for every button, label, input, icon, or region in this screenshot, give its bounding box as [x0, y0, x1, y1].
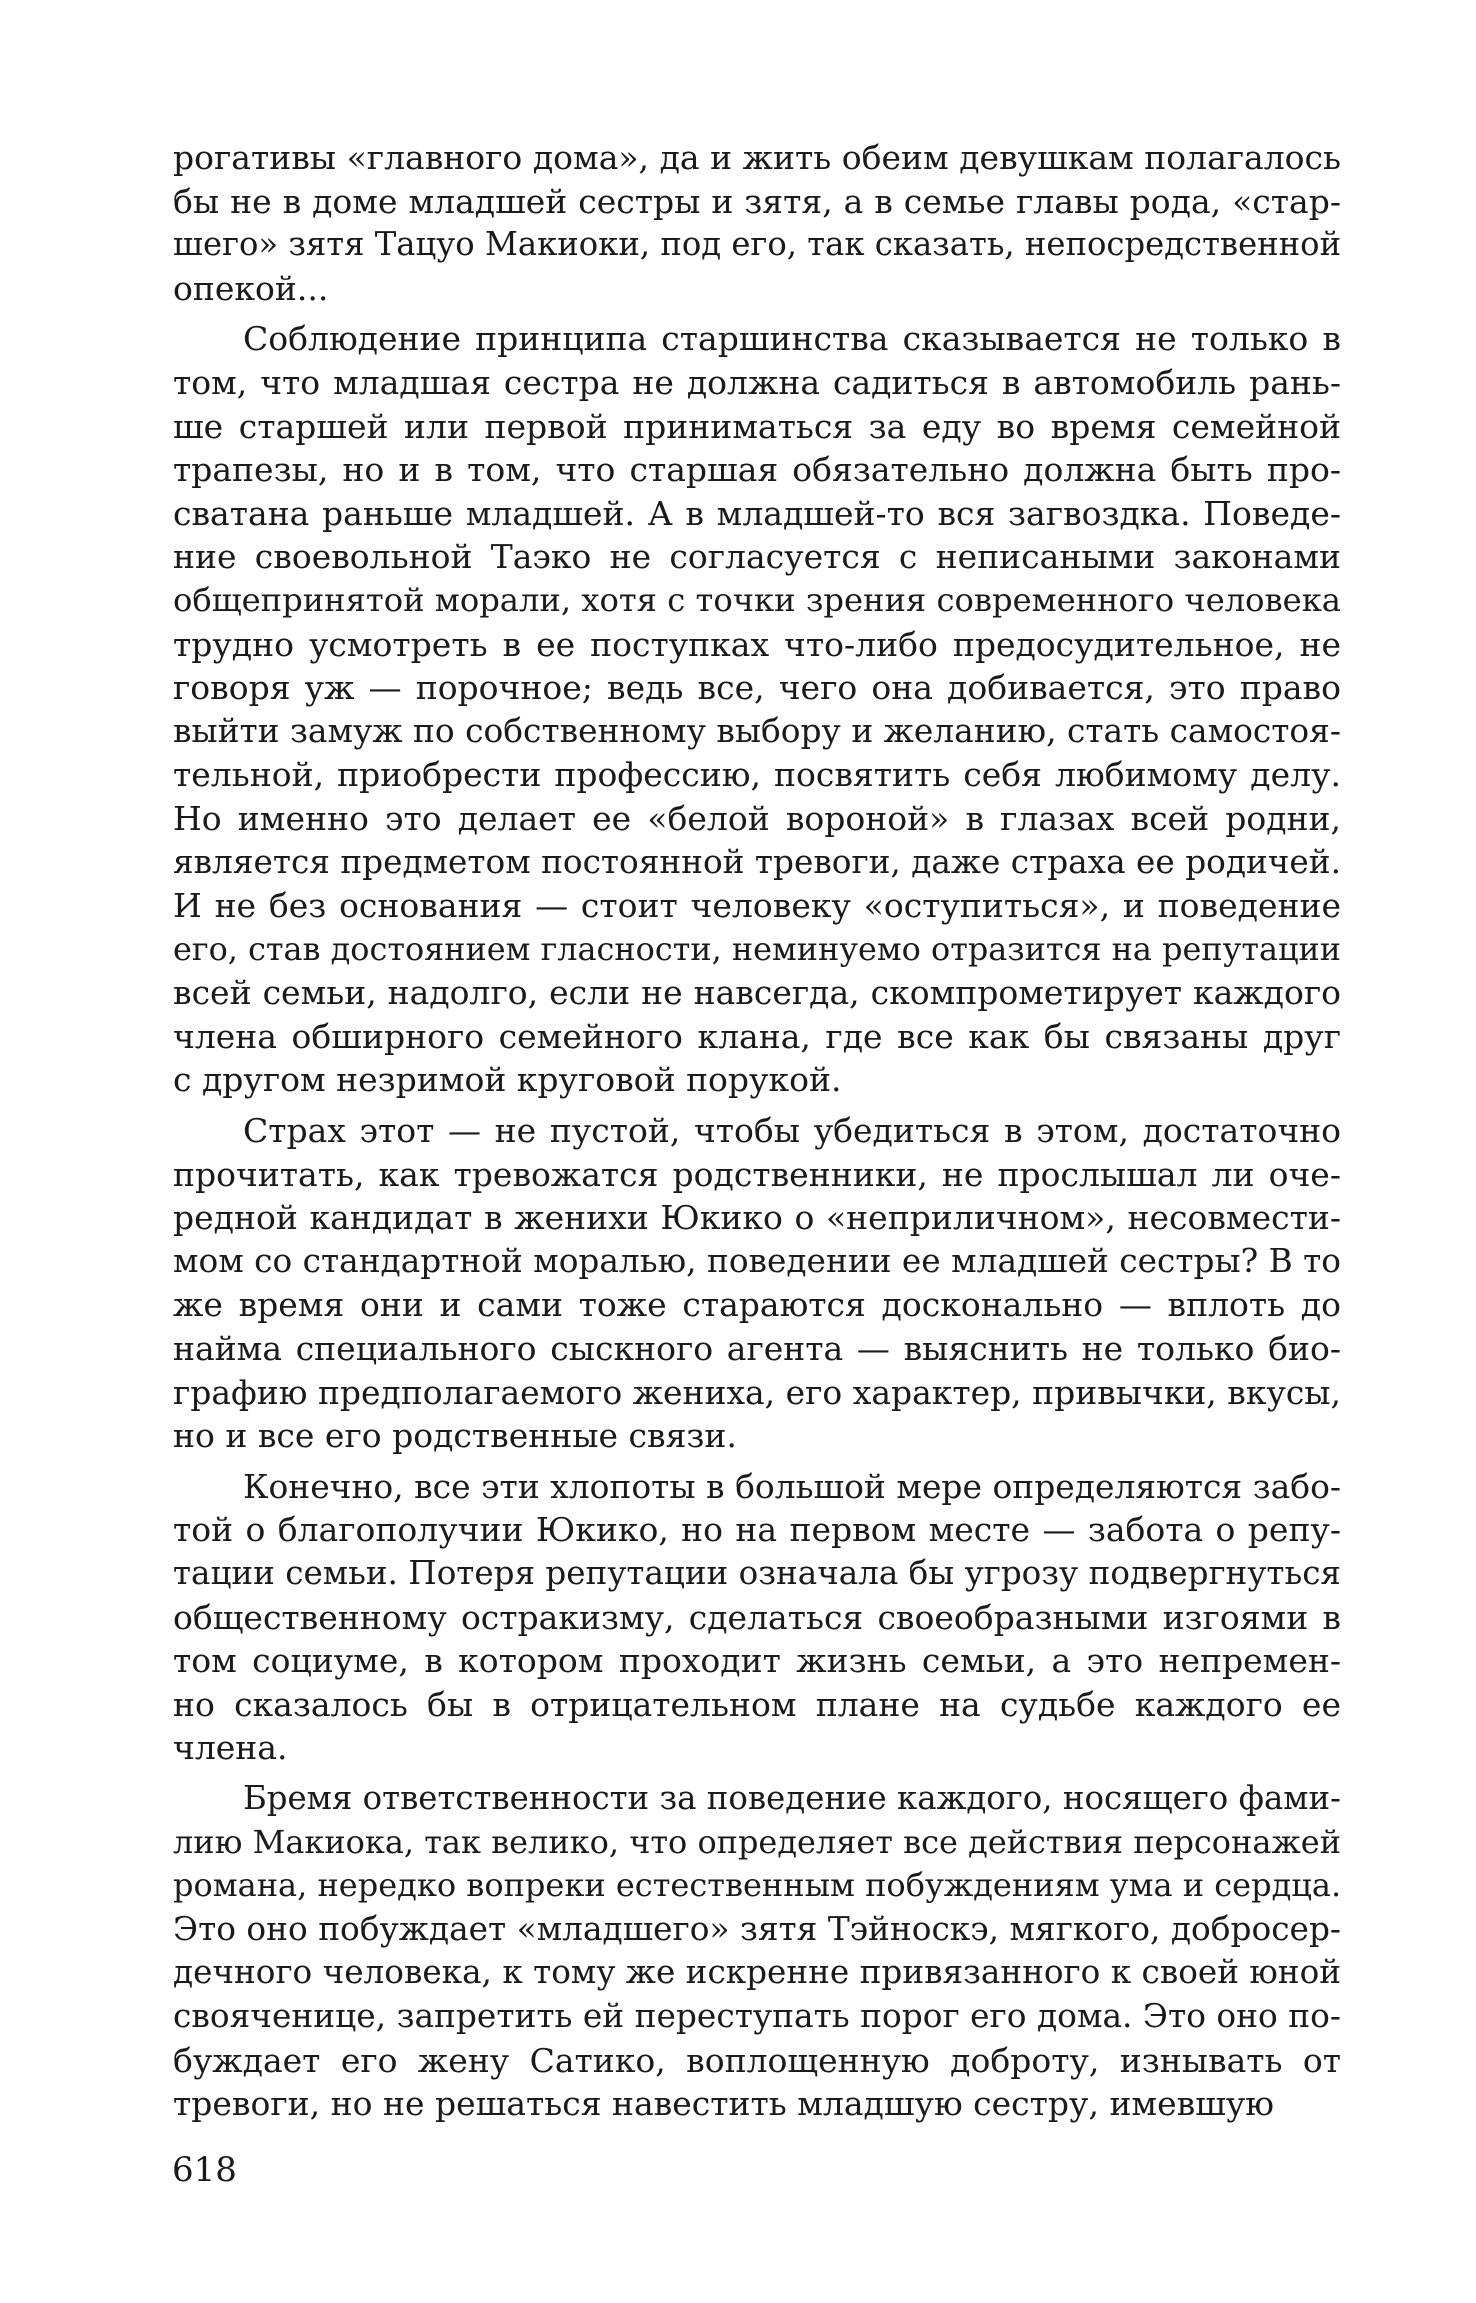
text-line: прочитать, как тревожатся родственники, не прослышал ли оче- — [173, 1154, 1341, 1194]
text-line: говоря уж — порочное; ведь все, чего она добивается, это право — [173, 668, 1341, 708]
text-line: Страх этот — не пустой, чтобы убедиться в этом, достаточно — [243, 1111, 1341, 1151]
paragraph — [173, 1777, 1341, 2126]
text-line: всей семьи, надолго, если не навсегда, скомпрометирует каждого — [173, 973, 1341, 1013]
text-line: графию предполагаемого жениха, его характер, привычки, вкусы, — [173, 1372, 1341, 1412]
text-line: ние своевольной Таэко не согласуется с неписаными законами — [173, 537, 1341, 577]
text-line: И не без основания — стоит человеку «оступиться», и поведение — [173, 886, 1341, 926]
text-line: общественному остракизму, сделаться своеобразными изгоями в — [173, 1597, 1341, 1637]
text-line: члена обширного семейного клана, где все как бы связаны друг — [173, 1016, 1341, 1056]
body-text — [173, 136, 1341, 2126]
text-line: шего» зятя Тацуо Макиоки, под его, так сказать, непосредственной — [173, 225, 1342, 264]
text-line: редной кандидат в женихи Юкико о «неприличном», несовмести- — [173, 1198, 1341, 1238]
text-line: том, что младшая сестра не должна садиться в автомобиль рань- — [173, 362, 1341, 402]
text-line: сватана раньше младшей. А в младшей-то вся загвоздка. Поведе- — [173, 493, 1341, 533]
text-line: тации семьи. Потеря репутации означала бы угрозу подвергнуться — [173, 1554, 1341, 1592]
text-line: найма специального сыскного агента — выяснить не только био- — [173, 1329, 1341, 1369]
text-line: с другом незримой круговой порукой. — [173, 1060, 842, 1100]
text-line: общепринятой морали, хотя с точки зрения современного человека — [173, 580, 1341, 619]
text-line: Но именно это делает ее «белой вороной» в глазах всей родни, — [173, 798, 1341, 838]
text-line: мом со стандартной моралью, поведении ее младшей сестры? В то — [173, 1241, 1341, 1280]
text-line: лию Макиока, так велико, что определяет все действия персонажей — [173, 1822, 1341, 1861]
text-line: тревоги, но не решаться навестить младшую сестру, имевшую — [173, 2084, 1275, 2124]
paragraph — [173, 136, 1341, 310]
text-line: свояченице, запретить ей переступать порог его дома. Это оно по- — [173, 1996, 1341, 2035]
text-line: но и все его родственные связи. — [173, 1416, 737, 1456]
text-line: опекой... — [173, 268, 329, 308]
page-number: 618 — [172, 2150, 237, 2190]
text-line: трудно усмотреть в ее поступках что-либо предосудительное, не — [173, 624, 1341, 664]
text-line: ше старшей или первой приниматься за еду во время семейной — [173, 406, 1341, 446]
text-line: Бремя ответственности за поведение каждого, носящего фами- — [243, 1778, 1341, 1817]
paragraph — [173, 1109, 1341, 1458]
text-line: но сказалось бы в отрицательном плане на судьбе каждого ее — [173, 1684, 1341, 1724]
text-line: дечного человека, к тому же искренне привязанного к своей юной — [173, 1953, 1341, 1992]
text-line: том социуме, в котором проходит жизнь семьи, а это непремен- — [173, 1641, 1341, 1681]
text-line: буждает его жену Сатико, воплощенную доброту, изнывать от — [173, 2040, 1341, 2080]
paragraph — [173, 317, 1341, 1102]
text-line: той о благополучии Юкико, но на первом месте — забота о репу- — [173, 1510, 1341, 1550]
text-line: выйти замуж по собственному выбору и желанию, стать самостоя- — [173, 711, 1341, 750]
text-line: тельной, приобрести профессию, посвятить себя любимому делу. — [173, 755, 1341, 795]
text-line: трапезы, но и в том, что старшая обязательно должна быть про- — [173, 450, 1341, 490]
text-line: Соблюдение принципа старшинства сказывается не только в — [243, 319, 1341, 359]
text-line: же время они и сами тоже стараются досконально — вплоть до — [173, 1285, 1341, 1325]
text-line: Это оно побуждает «младшего» зятя Тэйноскэ, мягкого, добросер- — [173, 1909, 1341, 1948]
text-line: является предметом постоянной тревоги, даже страха ее родичей. — [173, 842, 1341, 881]
text-line: рогативы «главного дома», да и жить обеим девушкам полагалось — [173, 138, 1341, 177]
text-line: Конечно, все эти хлопоты в большой мере определяются забо- — [243, 1466, 1341, 1506]
text-line: бы не в доме младшей сестры и зятя, а в семье главы рода, «стар- — [173, 181, 1341, 221]
text-line: члена. — [173, 1728, 288, 1768]
paragraph — [173, 1465, 1341, 1770]
text-line: романа, нередко вопреки естественным побуждениям ума и сердца. — [173, 1866, 1342, 1905]
text-line: его, став достоянием гласности, неминуемо отразится на репутации — [173, 929, 1341, 968]
